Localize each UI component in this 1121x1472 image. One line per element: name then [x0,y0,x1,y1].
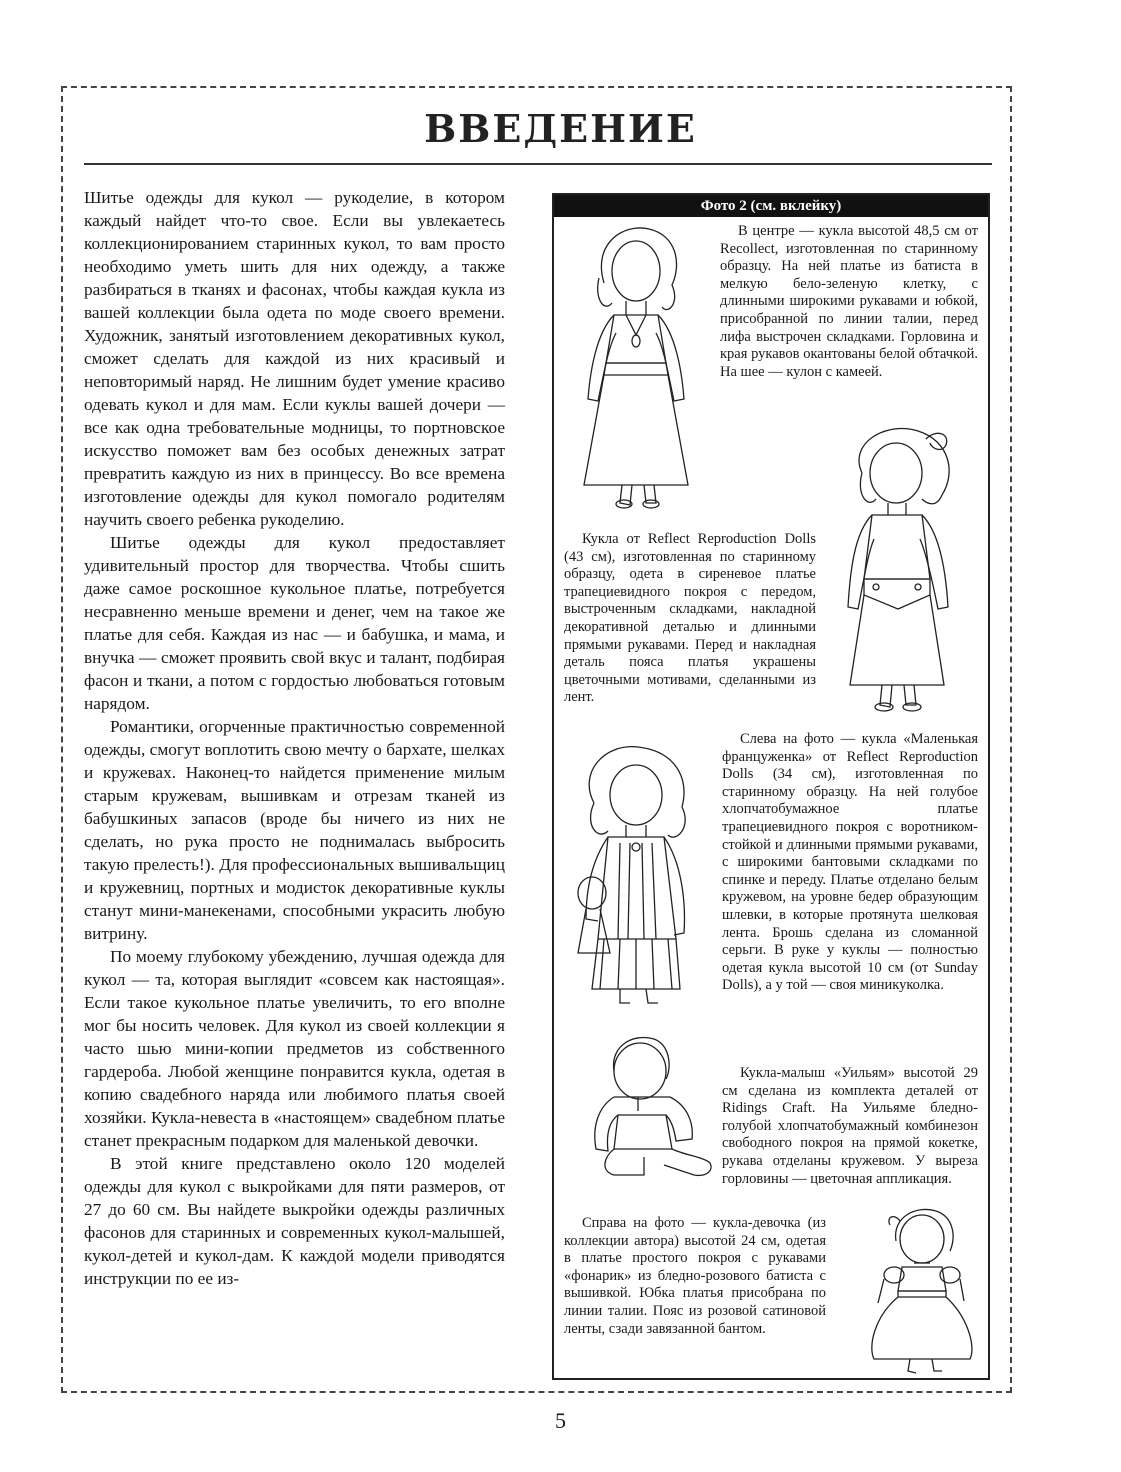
doll-illustration-girl-24cm [860,1207,982,1377]
doll-illustration-william [574,1031,724,1181]
caption-text-4: Кукла-малыш «Уильям» высотой 29 см сделана из комплекта деталей от Ridings Craft. На Уильяме бледно-голубой хлопчатобумажный комбинезон свободного покроя на прямой кокетке, рукава отделаны кружевом. У выреза горловины — цветочная аппликация. [722,1065,978,1187]
caption-text-1: В центре — кукла высотой 48,5 см от Recollect, изготовленная по старинному образцу. На ней платье из батиста в мелкую бело-зеленую клетку, с длинными широкими рукавами и юбкой, присобранной по линии талии, перед лифа выстрочен складками. Горловина и края рукавов окантованы белой обтачкой. На шее — кулон с камеей. [720,223,978,380]
photo-sidebar [552,193,990,1380]
caption-text-2: Кукла от Reflect Reproduction Dolls (43 см), изготовленная по старинному образцу, одета в сиреневое платье трапециевидного покроя с передом, выстроченным складками, накладной декоративной деталью и длинными прямыми рукавами. Перед и накладная деталь пояса платья украшены цветочными мотивами, сделанными из лент. [564,531,816,706]
title-rule [84,163,992,165]
doll-illustration-reflect-43cm [826,423,976,725]
body-paragraph-4: По моему глубокому убеждению, лучшая одежда для кукол — та, которая выглядит «совсем как настоящая». Если такое кукольное платье увеличить, то его вполне мог бы носить человек. Для кукол из своей коллекции я часто шью мини-копии предметов из собственного гардероба. Любой женщине понравится кукла, одетая в копию свадебного наряда или любимого платья своей хозяйки. Кукла-невеста в «настоящем» свадебном платье станет прекрасным подарком для маленькой девочки. [84,947,505,1150]
caption-text-3: Слева на фото — кукла «Маленькая француженка» от Reflect Reproduction Dolls (34 см), изготовленная по старинному образцу. На ней голубое хлопчатобумажное платье трапециевидного покроя с воротником-стойкой и длинными прямыми рукавами, с широкими бантовыми складками по спинке и переду. Платье отделано белым кружевом, на уровне бедер образующим шлевки, в которые протянута шелковая лента. Брошь сделана из сломанной серьги. В руке у куклы — полностью одетая кукла высотой 10 см (от Sunday Dolls), а у той — своя миникуколка. [722,731,978,994]
body-text-column [84,186,505,1290]
caption-little-frenchwoman [722,731,978,995]
body-paragraph-5: В этой книге представлено около 120 моделей одежды для кукол с выкройками для пяти размеров, от 27 до 60 см. Вы найдете выкройки одежды различных фасонов для старинных и современных кукол-малышей, кукол-детей и кукол-дам. К каждой модели приводятся инструкции по ее из- [84,1154,505,1288]
caption-reflect-43cm [564,531,816,707]
doll-illustration-recollect [564,223,714,515]
caption-recollect-doll [720,223,978,381]
body-paragraph-2: Шитье одежды для кукол предоставляет удивительный простор для творчества. Чтобы сшить даже самое роскошное кукольное платье, потребуется несравненно меньше времени и денег, чем на такое же платье для себя. Каждая из нас — и бабушка, и мама, и внучка — сможет проявить свой вкус и талант, подбирая фасон и ткани, а потом с гордостью любоваться готовым нарядом. [84,533,505,713]
doll-illustration-little-frenchwoman [564,743,714,1011]
page-title: ВВЕДЕНИЕ [424,106,697,151]
caption-william [722,1065,978,1188]
body-paragraph-3: Романтики, огорченные практичностью современной одежды, смогут воплотить свою мечту о бархате, шелках и кружевах. Наконец-то найдется применение милым старым кружевам, вышивкам и отрезам тканей из бабушкиных запасов (вроде бы ничего из них не сделать, но рука просто не поднималась выбросить такую прелесть!). Для профессиональных вышивальщиц и кружевниц, портных и модисток декоративные куклы станут мини-манекенами, способными украсить любую витрину. [84,717,505,943]
sidebar-header: Фото 2 (см. вклейку) [554,195,988,217]
caption-text-5: Справа на фото — кукла-девочка (из коллекции автора) высотой 24 см, одетая в платье простого покроя с рукавами «фонарик» из бледно-розового батиста с вышивкой. Юбка платья присобрана по линии талии. Пояс из розовой сатиновой ленты, сзади завязанной бантом. [564,1215,826,1337]
body-paragraph-1: Шитье одежды для кукол — рукоделие, в котором каждый найдет что-то свое. Если вы увлекаетесь коллекционированием старинных кукол, то вам просто необходимо уметь шить для них одежду, а также разбираться в тканях и фасонах, чтобы каждая кукла из вашей коллекции была одета по моде своего времени. Художник, занятый изготовлением декоративных кукол, сможет сделать для каждой из них красивый и неповторимый наряд. Не лишним будет умение красиво одевать кукол и для мам. Если куклы вашей дочери — все как одна требовательные модницы, то портновское искусство поможет вам без особых денежных затрат превратить каждую из них в принцессу. Во все времена изготовление одежды для кукол помогало родителям научить своего ребенка рукоделию. [84,188,505,529]
page-number: 5 [555,1408,566,1433]
caption-girl-24cm [564,1215,826,1338]
